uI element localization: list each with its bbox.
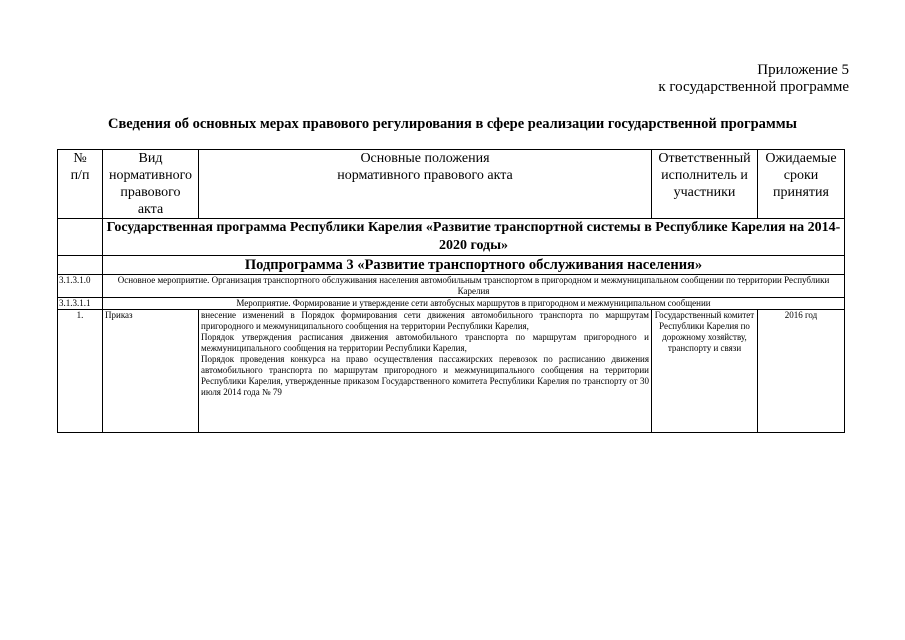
subprogram-row <box>58 256 845 275</box>
appendix-reference: к государственной программе <box>658 79 849 95</box>
row-provisions: внесение изменений в Порядок формирования сети движения автомобильного транспорта по маршрутам пригородного и межмуниципального сообщения на территории Республики Карелия, Порядок утверждения расписания движения автомобильного транспорта по маршрутам пригородного и межмуниципального сообщения на территории Республики Карелия, Порядок проведения конкурса на право осуществления пассажирских перевозок по расписанию движения автомобильного транспорта по маршрутам пригородного и межмуниципального сообщения на территории Республики Карелия, утвержденные приказом Государственного комитета Республики Карелия по транспорту от 30 июля 2014 года № 79 <box>199 310 652 433</box>
program-row <box>58 219 845 256</box>
main-activity-text: Основное мероприятие. Организация транспортного обслуживания населения автомобильным транспортом в пригородном и межмуниципальном сообщении по территории Республики Карелия <box>103 275 845 298</box>
appendix-header <box>658 62 849 96</box>
header-num: № п/п <box>58 150 103 219</box>
row-act-kind: Приказ <box>103 310 199 433</box>
activity-code: 3.1.3.1.1 <box>58 298 103 310</box>
regulation-table <box>57 149 845 433</box>
table-row <box>58 310 845 433</box>
row-number: 1. <box>58 310 103 433</box>
table-header-row <box>58 150 845 219</box>
program-title: Государственная программа Республики Карелия «Развитие транспортной системы в Республике Карелия на 2014-2020 годы» <box>103 219 845 256</box>
header-terms: Ожидаемые сроки принятия <box>758 150 845 219</box>
activity-text: Мероприятие. Формирование и утверждение сети автобусных маршрутов в пригородном и межмуниципальном сообщении <box>103 298 845 310</box>
main-activity-code: 3.1.3.1.0 <box>58 275 103 298</box>
row-term: 2016 год <box>758 310 845 433</box>
document-title: Сведения об основных мерах правового регулирования в сфере реализации государственной программы <box>107 116 797 132</box>
appendix-number: Приложение 5 <box>757 62 849 78</box>
row-responsible: Государственный комитет Республики Карелия по дорожному хозяйству, транспорту и связи <box>652 310 758 433</box>
header-act-kind: Вид нормативного правового акта <box>103 150 199 219</box>
main-activity-row <box>58 275 845 298</box>
header-provisions: Основные положения нормативного правового акта <box>199 150 652 219</box>
activity-row <box>58 298 845 310</box>
header-responsible: Ответственный исполнитель и участники <box>652 150 758 219</box>
subprogram-title: Подпрограмма 3 «Развитие транспортного обслуживания населения» <box>103 256 845 275</box>
